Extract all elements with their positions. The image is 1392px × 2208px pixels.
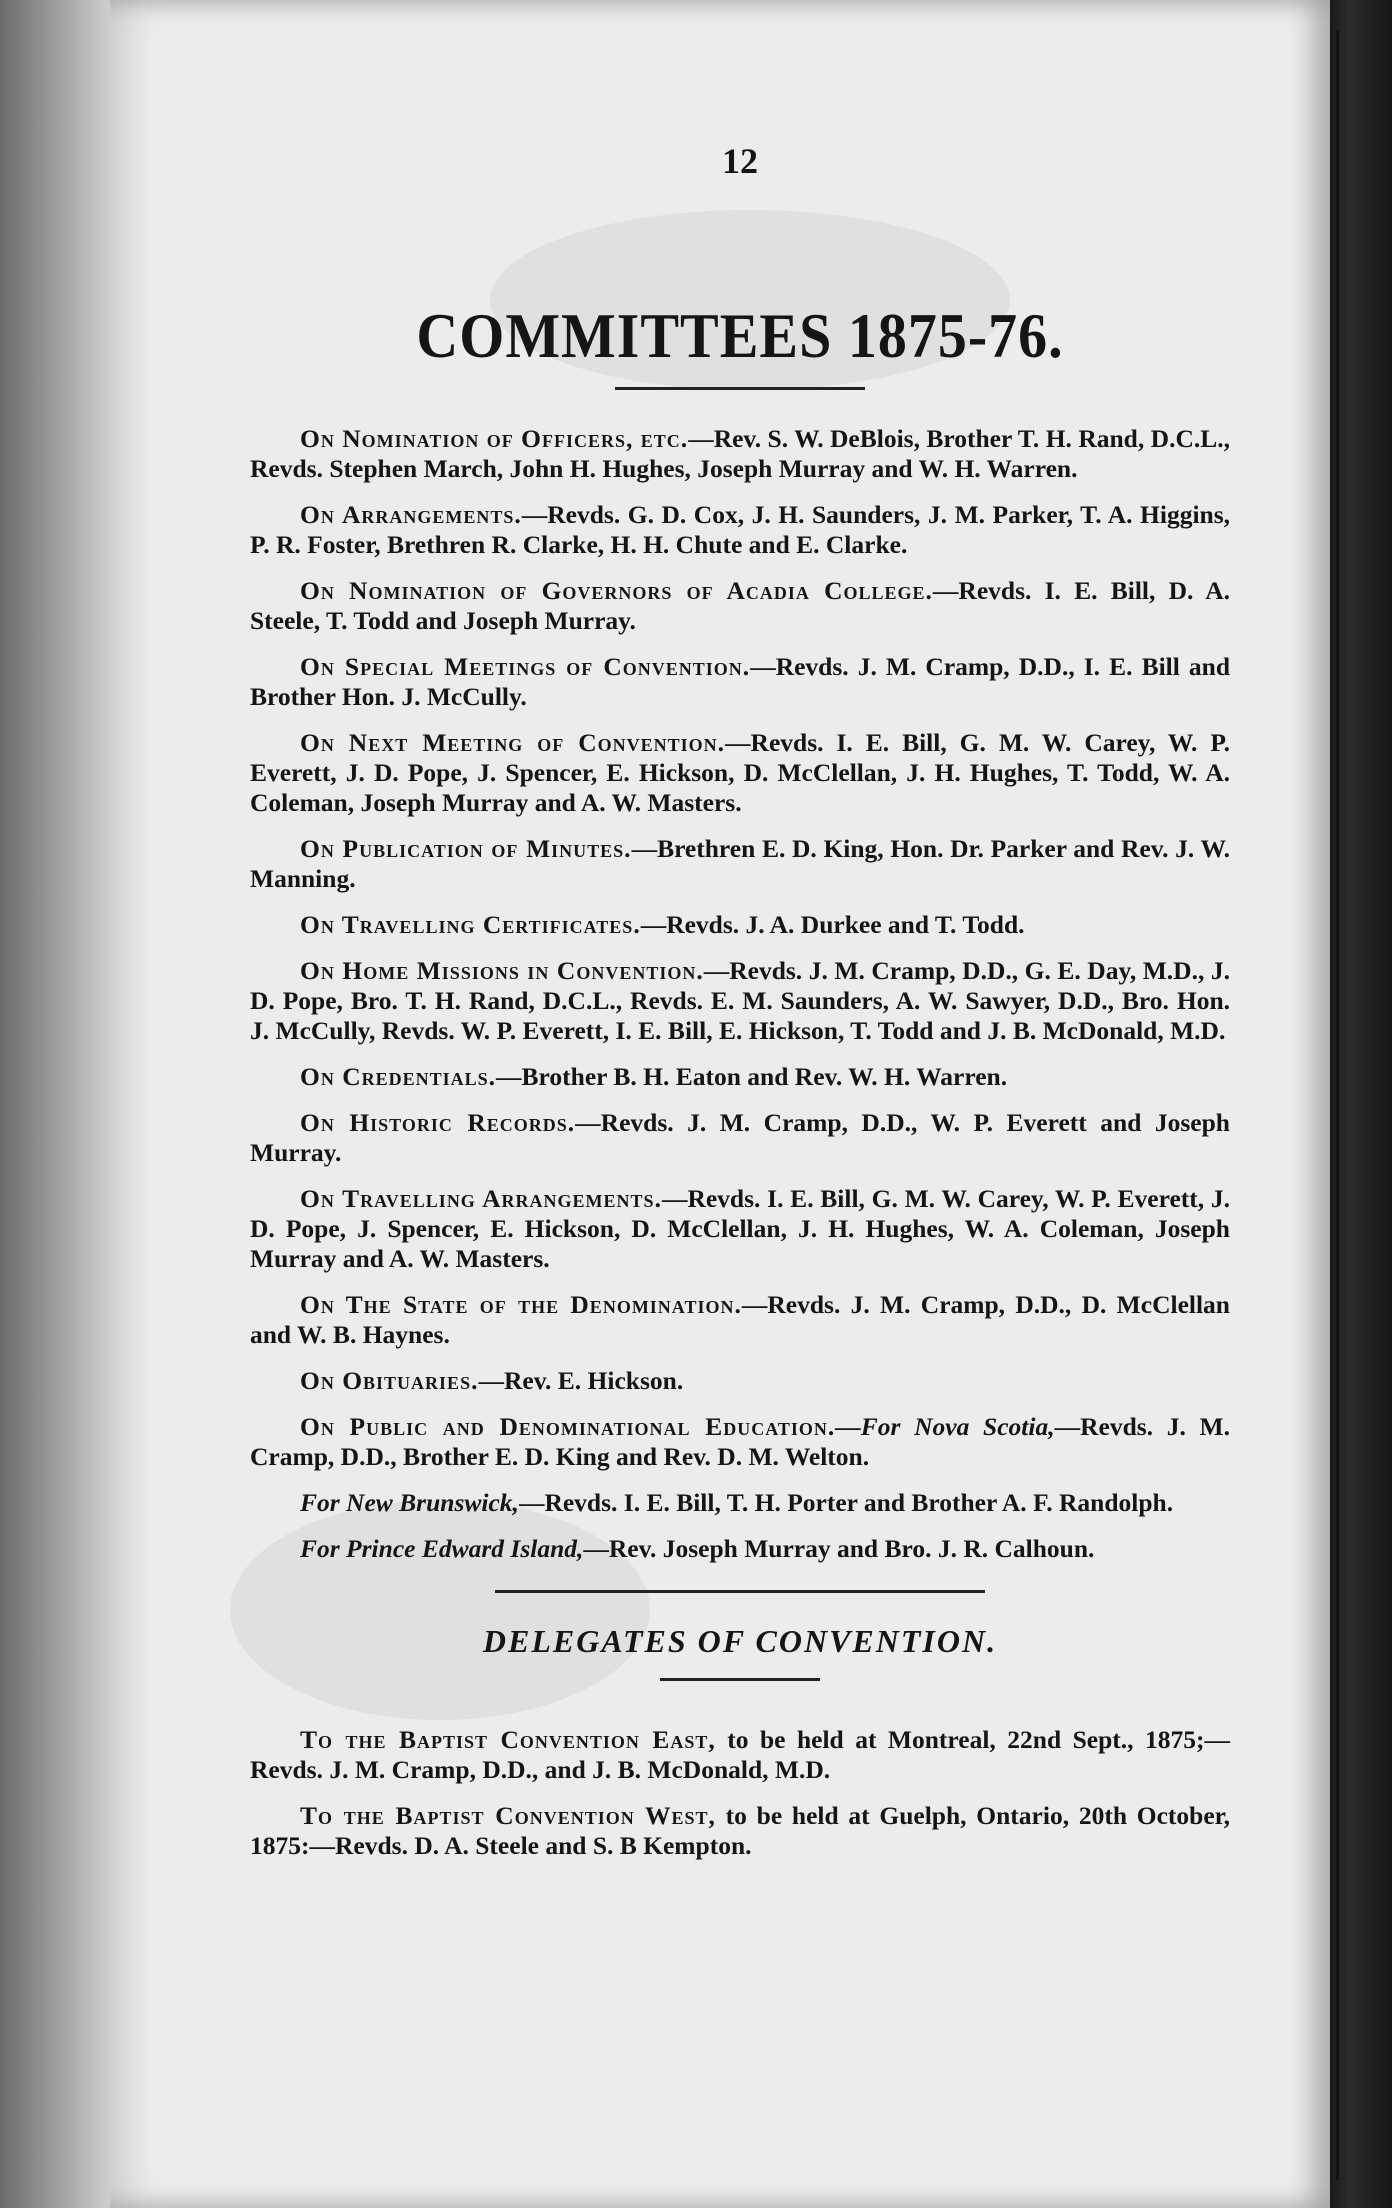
committee-entry bbox=[250, 652, 1230, 712]
delegate-entry bbox=[250, 1725, 1230, 1785]
committee-members: —Revds. J. M. Cramp, D.D., I. E. Bill and Brother Hon. J. McCully. bbox=[250, 652, 1231, 711]
committee-entry bbox=[250, 1108, 1230, 1168]
page-edge-rule bbox=[1336, 30, 1339, 2180]
committee-members: —Revds. J. M. Cramp, D.D., Brother E. D. King and Rev. D. M. Welton. bbox=[250, 1412, 1230, 1471]
committee-members: —Revds. I. E. Bill, G. M. W. Carey, W. P. Everett, J. D. Pope, J. Spencer, E. Hickson, D. McClellan, J. H. Hughes, W. A. Coleman, Joseph Murray and A. W. Masters. bbox=[250, 1184, 1230, 1273]
province-label: —For Nova Scotia, bbox=[835, 1412, 1055, 1441]
committee-members: —Revds. I. E. Bill, T. H. Porter and Brother A. F. Randolph. bbox=[518, 1488, 1174, 1517]
committee-entry bbox=[250, 1062, 1230, 1092]
committee-heading: On Historic Records. bbox=[300, 1108, 576, 1137]
committee-entry bbox=[250, 1184, 1230, 1274]
committee-entry bbox=[250, 910, 1230, 940]
committee-heading: On The State of the Denomination. bbox=[300, 1290, 742, 1319]
delegates-heading: DELEGATES OF CONVENTION. bbox=[482, 1623, 998, 1659]
page-content bbox=[250, 140, 1230, 1877]
committee-entry bbox=[250, 500, 1230, 560]
committee-heading: On Travelling Certificates. bbox=[300, 910, 641, 939]
delegates-divider bbox=[660, 1678, 820, 1681]
committee-members: —Brethren E. D. King, Hon. Dr. Parker and Rev. J. W. Manning. bbox=[250, 834, 1230, 893]
committee-members: —Revds. G. D. Cox, J. H. Saunders, J. M. Parker, T. A. Higgins, P. R. Foster, Brethren R. Clarke, H. H. Chute and E. Clarke. bbox=[250, 500, 1231, 559]
delegate-details: to be held at Guelph, Ontario, 20th October, 1875:—Revds. D. A. Steele and S. B Kempton. bbox=[250, 1801, 1230, 1860]
committee-members: —Brother B. H. Eaton and Rev. W. H. Warren. bbox=[496, 1062, 1008, 1091]
committee-heading: On Travelling Arrangements. bbox=[300, 1184, 662, 1213]
section-divider bbox=[495, 1590, 985, 1593]
committee-entry bbox=[250, 1366, 1230, 1396]
committee-members: —Revds. I. E. Bill, G. M. W. Carey, W. P. Everett, J. D. Pope, J. Spencer, E. Hickson, D. McClellan, J. H. Hughes, T. Todd, W. A. Coleman, Joseph Murray and A. W. Masters. bbox=[250, 728, 1230, 817]
committee-heading: On Publication of Minutes. bbox=[300, 834, 632, 863]
education-committee-entry bbox=[250, 1488, 1230, 1518]
committee-members: —Revds. J. A. Durkee and T. Todd. bbox=[640, 910, 1025, 939]
committee-members: —Rev. Joseph Murray and Bro. J. R. Calhoun. bbox=[583, 1534, 1095, 1563]
committee-heading: On Obituaries. bbox=[300, 1366, 479, 1395]
page-title: COMMITTEES 1875-76. bbox=[416, 299, 1064, 372]
committee-members: —Revds. J. M. Cramp, D.D., G. E. Day, M.D., J. D. Pope, Bro. T. H. Rand, D.C.L., Revds. E. M. Saunders, A. W. Sawyer, D.D., Bro. Hon. J. McCully, Revds. W. P. Everett, I. E. Bill, E. Hickson, T. Todd and J. B. McDonald, M.D. bbox=[250, 956, 1230, 1045]
education-committee-entry bbox=[250, 1534, 1230, 1564]
committee-heading: On Public and Denominational Education. bbox=[300, 1412, 836, 1441]
committee-heading: On Special Meetings of Convention. bbox=[300, 652, 751, 681]
province-label: For New Brunswick, bbox=[300, 1488, 519, 1517]
committee-entry bbox=[250, 1290, 1230, 1350]
scan-right-margin bbox=[1330, 0, 1392, 2208]
committee-heading: On Credentials. bbox=[300, 1062, 497, 1091]
education-committee-entry bbox=[250, 1412, 1230, 1472]
committee-members: —Rev. E. Hickson. bbox=[478, 1366, 684, 1395]
committee-members: —Revds. I. E. Bill, D. A. Steele, T. Todd and Joseph Murray. bbox=[250, 576, 1230, 635]
committee-list bbox=[250, 424, 1230, 1396]
committee-members: —Revds. J. M. Cramp, D.D., D. McClellan and W. B. Haynes. bbox=[250, 1290, 1230, 1349]
committee-entry bbox=[250, 956, 1230, 1046]
committee-entry bbox=[250, 834, 1230, 894]
committee-entry bbox=[250, 576, 1230, 636]
committee-heading: On Nomination of Governors of Acadia College. bbox=[300, 576, 933, 605]
delegate-heading: To the Baptist Convention East, bbox=[300, 1725, 716, 1754]
committee-heading: On Arrangements. bbox=[300, 500, 522, 529]
title-divider bbox=[615, 387, 865, 390]
committee-entry bbox=[250, 728, 1230, 818]
delegate-details: to be held at Montreal, 22nd Sept., 1875;—Revds. J. M. Cramp, D.D., and J. B. McDonald, M.D. bbox=[250, 1725, 1231, 1784]
committee-members: —Rev. S. W. DeBlois, Brother T. H. Rand, D.C.L., Revds. Stephen March, John H. Hughes, Joseph Murray and W. H. Warren. bbox=[250, 424, 1230, 483]
committee-heading: On Home Missions in Convention. bbox=[300, 956, 704, 985]
committee-entry bbox=[250, 424, 1230, 484]
delegate-heading: To the Baptist Convention West, bbox=[300, 1801, 716, 1830]
committee-heading: On Next Meeting of Convention. bbox=[300, 728, 726, 757]
delegate-entry bbox=[250, 1801, 1230, 1861]
page-number: 12 bbox=[722, 141, 758, 181]
committee-heading: On Nomination of Officers, etc. bbox=[300, 424, 689, 453]
committee-members: —Revds. J. M. Cramp, D.D., W. P. Everett and Joseph Murray. bbox=[250, 1108, 1230, 1167]
province-label: For Prince Edward Island, bbox=[300, 1534, 584, 1563]
